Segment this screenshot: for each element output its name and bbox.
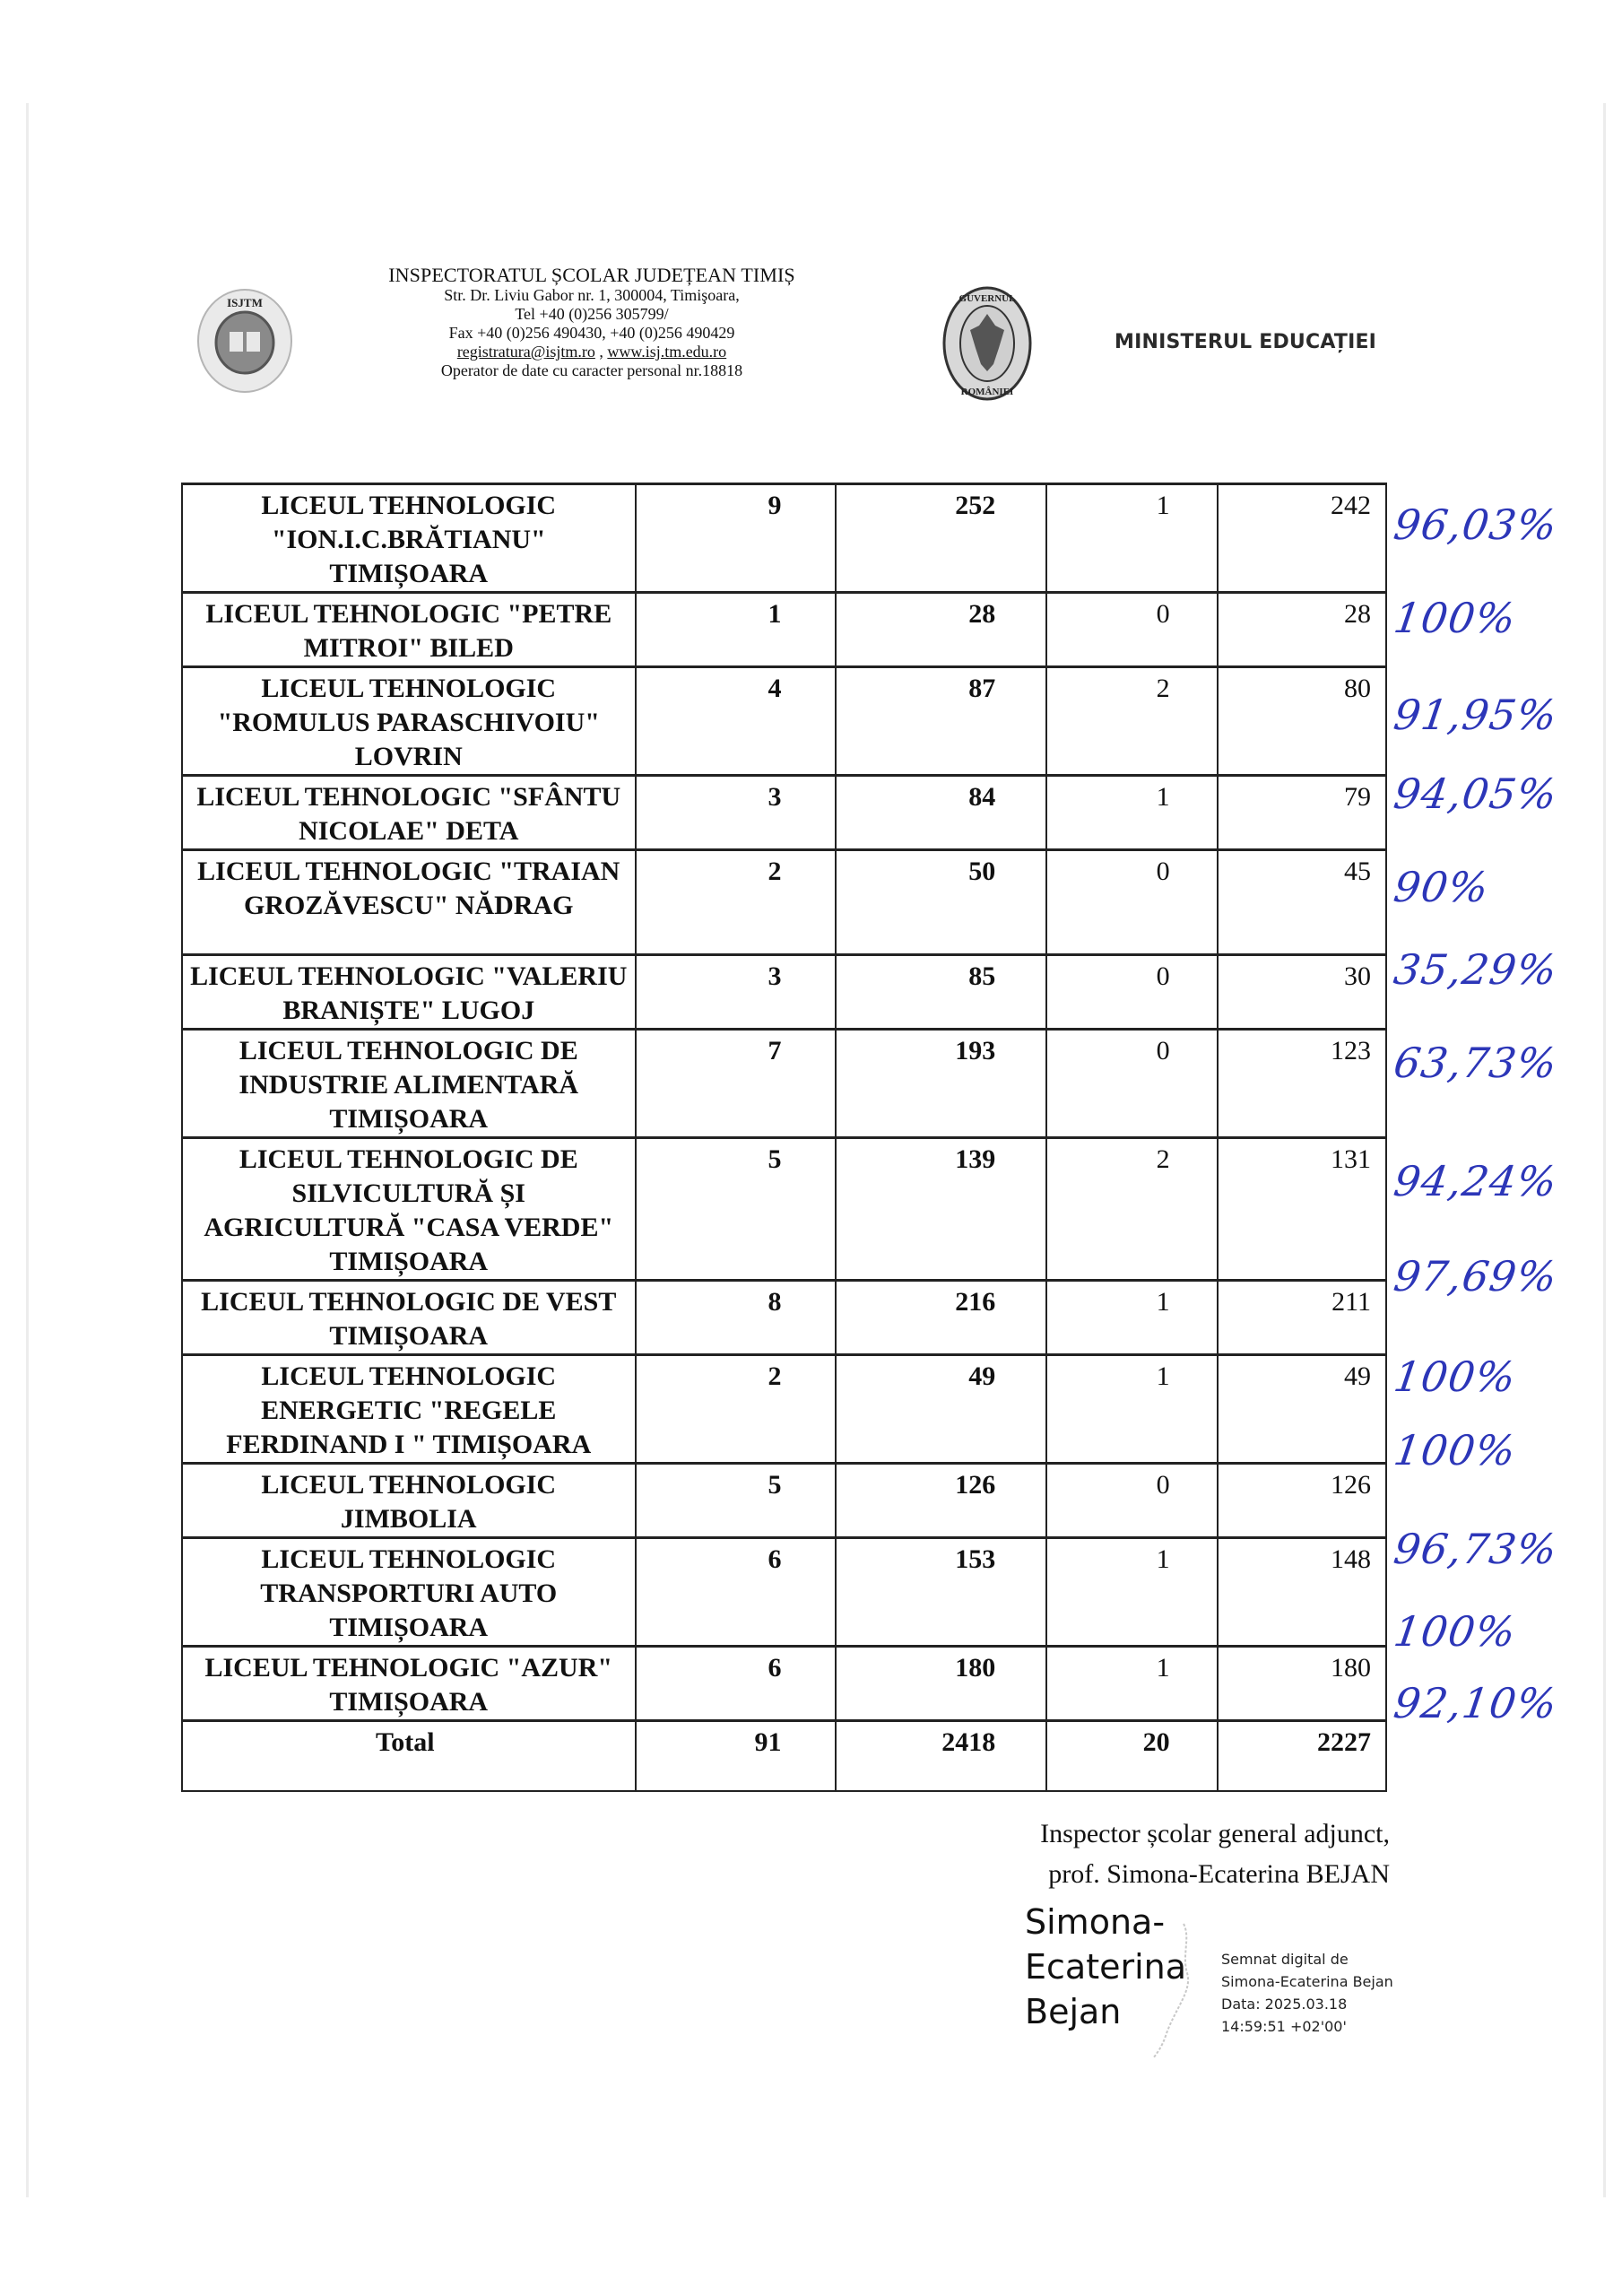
school-name-cell: LICEUL TEHNOLOGIC "VALERIU BRANIȘTE" LUGOJ [182,955,636,1030]
col1-cell: 5 [636,1138,837,1281]
signatory-title: Inspector școlar general adjunct, [1040,1819,1390,1848]
handwritten-total-percent: 92,10% [1391,1679,1561,1727]
col2-cell: 49 [836,1355,1046,1464]
isjtm-logo-icon [195,287,294,395]
col2-cell: 28 [836,593,1046,667]
col3-cell: 0 [1046,850,1217,955]
fax: Fax +40 (0)256 490430, +40 (0)256 490429 [448,324,735,342]
school-name-cell: LICEUL TEHNOLOGIC DE SILVICULTURĂ ȘI AGRICULTURĂ "CASA VERDE" TIMIȘOARA [182,1138,636,1281]
table-row [182,1030,1386,1138]
email-link[interactable]: registratura@isjtm.ro [456,343,595,361]
signer-line: Bejan [1025,1992,1122,2031]
signatory-name: prof. Simona-Ecaterina BEJAN [1048,1859,1390,1889]
ministry-name: MINISTERUL EDUCAȚIEI [1115,331,1377,353]
total-row [182,1721,1386,1792]
signature-scribble-icon [1148,1919,1219,2063]
school-name-cell: LICEUL TEHNOLOGIC JIMBOLIA [182,1464,636,1538]
handwritten-percent: 63,73% [1391,1039,1561,1087]
col4-cell: 30 [1218,955,1386,1030]
contact-separator: , [594,343,608,361]
results-table-body [182,484,1386,1792]
col4-cell: 211 [1218,1281,1386,1355]
handwritten-percent: 94,24% [1391,1157,1561,1205]
handwritten-percent: 90% [1391,863,1493,911]
handwritten-percent: 100% [1391,594,1520,642]
school-name-cell: LICEUL TEHNOLOGIC "ROMULUS PARASCHIVOIU" LOVRIN [182,667,636,776]
col2-cell: 252 [836,484,1046,593]
total-col2-cell: 2418 [836,1721,1046,1792]
page-edge-right [1603,103,1606,2197]
school-name-cell: LICEUL TEHNOLOGIC DE INDUSTRIE ALIMENTARĂ TIMIȘOARA [182,1030,636,1138]
col3-cell: 2 [1046,667,1217,776]
institution-name: INSPECTORATUL ȘCOLAR JUDEȚEAN TIMIȘ [388,264,795,286]
signer-line: Ecaterina [1025,1947,1187,1987]
results-table [181,483,1387,1792]
col1-cell: 6 [636,1647,837,1721]
col2-cell: 87 [836,667,1046,776]
school-name-cell: LICEUL TEHNOLOGIC ENERGETIC "REGELE FERDINAND I " TIMIȘOARA [182,1355,636,1464]
table-row [182,1355,1386,1464]
col2-cell: 50 [836,850,1046,955]
handwritten-percent: 96,73% [1391,1525,1561,1573]
col1-cell: 3 [636,955,837,1030]
col1-cell: 7 [636,1030,837,1138]
digital-signature-details [1221,1948,1393,2038]
col1-cell: 2 [636,850,837,955]
handwritten-percent: 94,05% [1391,770,1561,818]
col3-cell: 1 [1046,1281,1217,1355]
col1-cell: 1 [636,593,837,667]
table-row [182,667,1386,776]
col2-cell: 180 [836,1647,1046,1721]
letterhead [314,265,870,380]
page-edge-left [26,103,29,2197]
col3-cell: 0 [1046,1030,1217,1138]
col3-cell: 1 [1046,484,1217,593]
table-row [182,955,1386,1030]
col3-cell: 0 [1046,1464,1217,1538]
seal-text-bottom: ROMÂNIEI [960,387,1014,397]
sig-detail-line: Semnat digital de [1221,1951,1349,1968]
signer-line: Simona- [1025,1902,1166,1942]
operator-note: Operator de date cu caracter personal nr.18818 [440,361,743,379]
col1-cell: 9 [636,484,837,593]
col4-cell: 123 [1218,1030,1386,1138]
sig-detail-line: Data: 2025.03.18 [1221,1996,1348,2013]
total-label-cell: Total [182,1721,636,1792]
col2-cell: 85 [836,955,1046,1030]
col1-cell: 5 [636,1464,837,1538]
table-row [182,1647,1386,1721]
col2-cell: 139 [836,1138,1046,1281]
government-seal-icon [941,285,1033,402]
table-row [182,1281,1386,1355]
total-col1-cell: 91 [636,1721,837,1792]
sig-detail-line: Simona-Ecaterina Bejan [1221,1973,1393,1990]
isjtm-logo-text: ISJTM [227,296,263,309]
school-name-cell: LICEUL TEHNOLOGIC DE VEST TIMIȘOARA [182,1281,636,1355]
col4-cell: 126 [1218,1464,1386,1538]
col3-cell: 0 [1046,955,1217,1030]
col3-cell: 1 [1046,1538,1217,1647]
col2-cell: 153 [836,1538,1046,1647]
col2-cell: 126 [836,1464,1046,1538]
col4-cell: 49 [1218,1355,1386,1464]
col1-cell: 6 [636,1538,837,1647]
table-row [182,1138,1386,1281]
col1-cell: 2 [636,1355,837,1464]
school-name-cell: LICEUL TEHNOLOGIC "AZUR" TIMIȘOARA [182,1647,636,1721]
table-row [182,1538,1386,1647]
col1-cell: 8 [636,1281,837,1355]
school-name-cell: LICEUL TEHNOLOGIC TRANSPORTURI AUTO TIMIȘOARA [182,1538,636,1647]
sig-detail-line: 14:59:51 +02'00' [1221,2018,1347,2035]
school-name-cell: LICEUL TEHNOLOGIC "ION.I.C.BRĂTIANU" TIMIȘOARA [182,484,636,593]
handwritten-percent: 96,03% [1391,500,1561,549]
col4-cell: 80 [1218,667,1386,776]
table-row [182,850,1386,955]
contact-line [314,343,870,361]
col3-cell: 1 [1046,776,1217,850]
col3-cell: 2 [1046,1138,1217,1281]
total-col4-cell: 2227 [1218,1721,1386,1792]
col1-cell: 3 [636,776,837,850]
handwritten-percent: 100% [1391,1352,1520,1401]
address: Str. Dr. Liviu Gabor nr. 1, 300004, Timişoara, [444,286,740,304]
table-row [182,484,1386,593]
handwritten-percent: 91,95% [1391,691,1561,739]
handwritten-percent: 97,69% [1391,1252,1561,1300]
col4-cell: 180 [1218,1647,1386,1721]
handwritten-percent: 100% [1391,1426,1520,1474]
col4-cell: 131 [1218,1138,1386,1281]
col4-cell: 45 [1218,850,1386,955]
school-name-cell: LICEUL TEHNOLOGIC "TRAIAN GROZĂVESCU" NĂDRAG [182,850,636,955]
school-name-cell: LICEUL TEHNOLOGIC "PETRE MITROI" BILED [182,593,636,667]
school-name-cell: LICEUL TEHNOLOGIC "SFÂNTU NICOLAE" DETA [182,776,636,850]
website-link[interactable]: www.isj.tm.edu.ro [607,343,727,361]
table-row [182,1464,1386,1538]
col4-cell: 148 [1218,1538,1386,1647]
seal-text-top: GUVERNUL [958,293,1016,304]
col2-cell: 193 [836,1030,1046,1138]
phone: Tel +40 (0)256 305799/ [515,305,669,323]
col4-cell: 79 [1218,776,1386,850]
col3-cell: 0 [1046,593,1217,667]
col4-cell: 242 [1218,484,1386,593]
col3-cell: 1 [1046,1355,1217,1464]
handwritten-percent: 35,29% [1391,945,1561,994]
col2-cell: 216 [836,1281,1046,1355]
col4-cell: 28 [1218,593,1386,667]
col1-cell: 4 [636,667,837,776]
col2-cell: 84 [836,776,1046,850]
handwritten-percent: 100% [1391,1607,1520,1656]
total-col3-cell: 20 [1046,1721,1217,1792]
table-row [182,593,1386,667]
col3-cell: 1 [1046,1647,1217,1721]
table-row [182,776,1386,850]
